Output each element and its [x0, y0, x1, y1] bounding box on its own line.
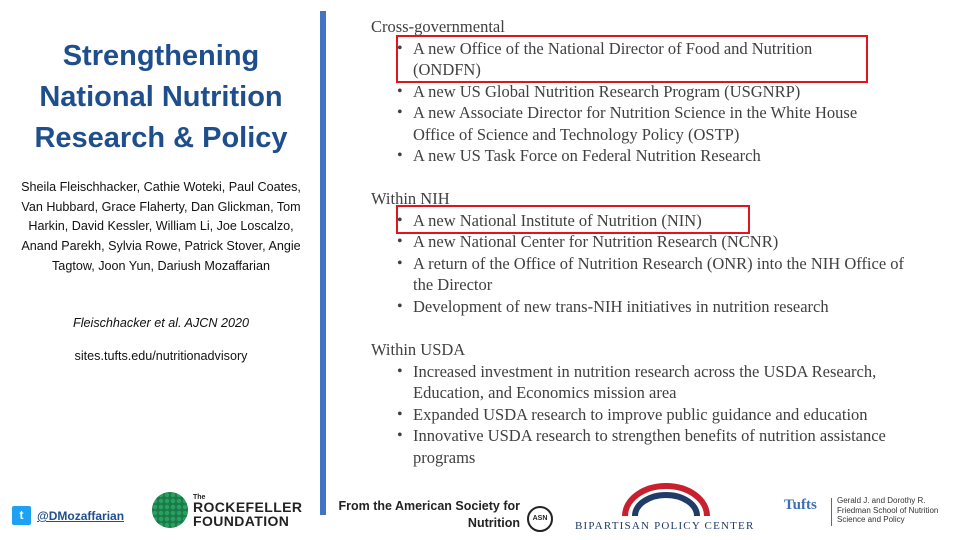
twitter-icon: t	[12, 506, 31, 525]
bpc-logo-text: BIPARTISAN POLICY CENTER	[575, 520, 755, 532]
list-item	[371, 145, 891, 167]
list-item-text: A return of the Office of Nutrition Research (ONR) into the NIH Office of the Director	[413, 253, 905, 295]
asn-logo: ASN	[527, 506, 553, 532]
list-item-text: A new US Task Force on Federal Nutrition Research	[413, 146, 761, 166]
list-item	[371, 425, 893, 468]
rockefeller-seal-logo	[152, 492, 188, 528]
divider-bar	[320, 11, 326, 515]
bullet-icon: •	[397, 211, 403, 229]
list-item-text: Development of new trans-NIH initiatives in nutrition research	[413, 296, 829, 316]
list-item-text: A new National Center for Nutrition Research (NCNR)	[413, 232, 779, 252]
bullet-icon: •	[397, 362, 403, 380]
list-item	[371, 361, 883, 404]
bpc-arc-icon	[621, 482, 711, 518]
list-item	[371, 102, 883, 145]
slide-title: Strengthening National Nutrition Research & Policy	[34, 40, 288, 154]
list-item	[371, 296, 891, 318]
list-item-text: A new National Institute of Nutrition (NIN)	[413, 210, 702, 230]
section-heading: Cross-governmental	[371, 17, 505, 36]
tufts-school-name: Gerald J. and Dorothy R. Friedman School of Nutrition Science and Policy	[837, 496, 939, 524]
author-list: Sheila Fleischhacker, Cathie Woteki, Paul Coates, Van Hubbard, Grace Flaherty, Dan Glickman, Tom Harkin, David Kessler, William Li, Joe Loscalzo, Anand Parekh, Sylvia Rowe, Patrick Stover, Angie Tagtow, Joon Yun, Dariush Mozaffarian	[21, 180, 301, 273]
list-item-text: A new Associate Director for Nutrition Science in the White House Office of Science and Technology Policy (OSTP)	[413, 103, 858, 144]
asn-line1: From the American Society for	[338, 499, 520, 513]
rockefeller-the: The	[193, 494, 206, 501]
twitter-handle-link[interactable]: @DMozaffarian	[37, 509, 125, 523]
rockefeller-line1: ROCKEFELLER	[193, 499, 303, 515]
citation: Fleischhacker et al. AJCN 2020	[73, 316, 249, 330]
bullet-icon: •	[397, 427, 403, 445]
rockefeller-line2: FOUNDATION	[193, 512, 290, 529]
list-item-text: Expanded USDA research to improve public guidance and education	[413, 404, 868, 424]
bullet-icon: •	[397, 147, 403, 165]
bullet-list	[371, 361, 891, 469]
highlight-box-nin	[396, 205, 750, 234]
list-item	[371, 81, 891, 103]
list-item-text: A new Office of the National Director of Food and Nutrition (ONDFN)	[413, 38, 813, 80]
bullet-icon: •	[397, 39, 403, 57]
website-link[interactable]: sites.tufts.edu/nutritionadvisory	[74, 349, 248, 363]
bullet-icon: •	[397, 233, 403, 251]
list-item	[371, 253, 913, 296]
tufts-logo-word: Tufts	[784, 497, 817, 513]
asn-caption	[332, 498, 520, 532]
list-item-text: A new US Global Nutrition Research Program (USGNRP)	[413, 81, 801, 101]
list-item-text: Increased investment in nutrition research across the USDA Research, Education, and Economics mission area	[413, 361, 877, 403]
rockefeller-foundation-logo	[193, 494, 302, 528]
highlight-box-ondfn	[396, 35, 868, 83]
asn-line2: Nutrition	[467, 516, 520, 530]
bullet-icon: •	[397, 297, 403, 315]
bullet-icon: •	[397, 104, 403, 122]
list-item	[371, 404, 883, 426]
section-within-usda	[371, 339, 891, 468]
bullet-icon: •	[397, 254, 403, 272]
bullet-icon: •	[397, 82, 403, 100]
list-item	[371, 231, 891, 253]
bullet-icon: •	[397, 405, 403, 423]
tufts-divider	[831, 498, 832, 526]
section-heading: Within NIH	[371, 189, 450, 208]
section-heading: Within USDA	[371, 340, 466, 359]
list-item-text: Innovative USDA research to strengthen benefits of nutrition assistance programs	[413, 426, 886, 467]
